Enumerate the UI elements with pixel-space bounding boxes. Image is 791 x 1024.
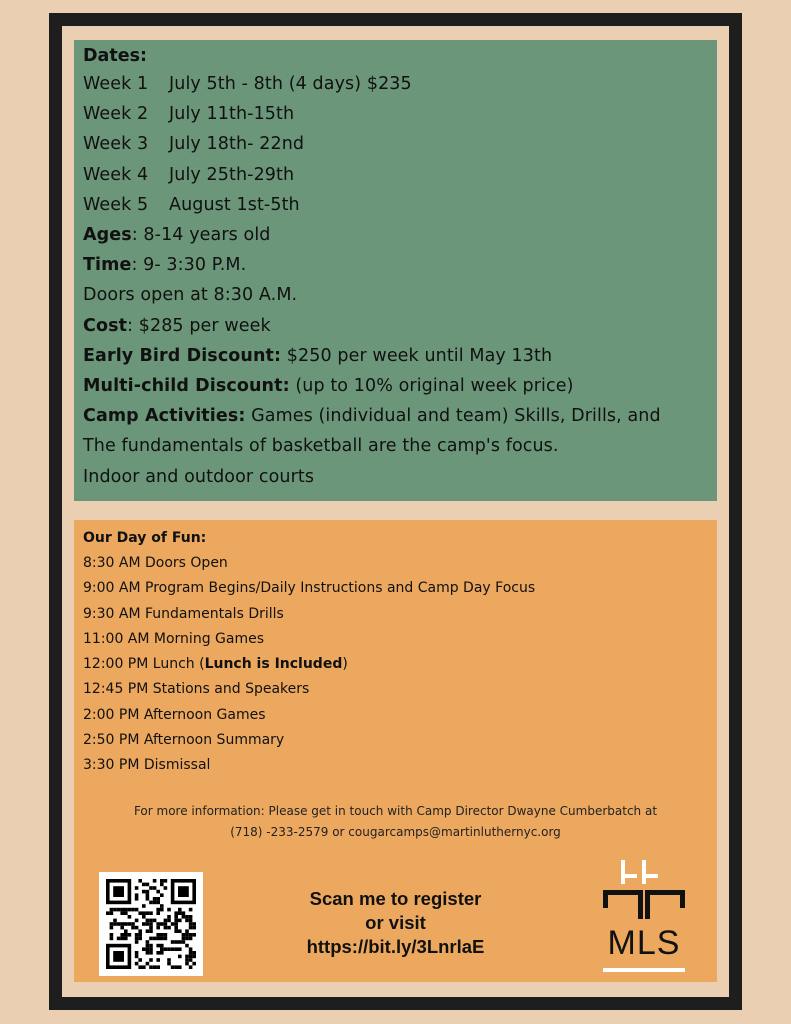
- schedule-item: 8:30 AM Doors Open: [83, 555, 228, 571]
- schedule-item: 12:45 PM Stations and Speakers: [83, 681, 310, 698]
- week-label: Week 3: [83, 134, 149, 155]
- week-dates: July 11th-15th: [169, 104, 295, 125]
- activities-line-2: The fundamentals of basketball are the camp's focus.: [83, 436, 559, 457]
- qr-code-icon: [99, 872, 203, 976]
- time-label: Time: [83, 255, 132, 276]
- week-1-row: [83, 69, 717, 99]
- register-line-1: Scan me to register: [309, 888, 482, 909]
- contact-line-1: For more information: Please get in touch with Camp Director Dwayne Cumberbatch at: [133, 804, 658, 818]
- week-dates: July 18th- 22nd: [169, 134, 305, 155]
- cost-row: [83, 311, 717, 341]
- register-link[interactable]: https://bit.ly/3LnrlaE: [306, 936, 485, 957]
- qr-code[interactable]: [99, 872, 203, 976]
- week-label: Week 2: [83, 104, 149, 125]
- schedule-item: 11:00 AM Morning Games: [83, 630, 265, 647]
- register-line-2: or visit: [365, 912, 426, 933]
- early-bird-row: [83, 341, 717, 371]
- early-bird-label: Early Bird Discount:: [83, 345, 282, 366]
- week-dates: July 25th-29th: [169, 164, 295, 185]
- activities-label: Camp Activities:: [83, 406, 246, 427]
- multi-child-label: Multi-child Discount:: [83, 376, 290, 397]
- schedule-item: 2:00 PM Afternoon Games: [83, 706, 266, 723]
- activities-row: [83, 401, 717, 431]
- week-label: Week 1: [83, 74, 149, 94]
- early-bird-value: $250 per week until May 13th: [281, 345, 553, 366]
- ages-row: [83, 220, 717, 250]
- schedule-title: Our Day of Fun:: [83, 530, 207, 546]
- multi-child-row: [83, 371, 717, 401]
- contact-info: [74, 801, 717, 843]
- schedule-item: 9:00 AM Program Begins/Daily Instructions and Camp Day Focus: [83, 580, 536, 597]
- cost-label: Cost: [83, 315, 128, 336]
- ages-label: Ages: [83, 225, 132, 246]
- week-label: Week 4: [83, 164, 149, 185]
- cost-value: : $285 per week: [127, 315, 271, 336]
- week-2-row: [83, 99, 717, 129]
- mls-logo: [601, 860, 687, 978]
- lunch-suffix: ): [342, 656, 348, 673]
- doors-open-text: Doors open at 8:30 A.M.: [83, 285, 298, 306]
- contact-line-2[interactable]: (718) -233-2579 or cougarcamps@martinluthernyc.org: [230, 825, 561, 839]
- week-label: Week 5: [83, 194, 149, 215]
- week-dates: August 1st-5th: [169, 194, 300, 215]
- multi-child-value: (up to 10% original week price): [289, 376, 574, 397]
- lunch-included-text: Lunch is Included: [204, 656, 343, 673]
- schedule-panel: [74, 520, 717, 982]
- schedule-item: 3:30 PM Dismissal: [83, 757, 211, 774]
- week-4-row: [83, 160, 717, 190]
- ages-value: : 8-14 years old: [131, 225, 271, 246]
- activities-value: Games (individual and team) Skills, Drills, and: [245, 406, 661, 427]
- register-text: [244, 887, 547, 959]
- activities-line-3: Indoor and outdoor courts: [83, 466, 315, 487]
- schedule-item-lunch: [83, 652, 535, 677]
- dates-heading: Dates:: [83, 46, 147, 66]
- week-dates: July 5th - 8th (4 days) $235: [169, 74, 412, 94]
- schedule-item: 9:30 AM Fundamentals Drills: [83, 605, 284, 622]
- camp-info-panel: [74, 40, 717, 501]
- mls-logo-text: MLS: [607, 924, 681, 962]
- week-5-row: [83, 190, 717, 220]
- lunch-prefix: 12:00 PM Lunch (: [83, 656, 205, 673]
- schedule-item: 2:50 PM Afternoon Summary: [83, 732, 285, 749]
- time-row: [83, 250, 717, 280]
- week-3-row: [83, 129, 717, 159]
- schedule-list: [83, 526, 535, 779]
- time-value: : 9- 3:30 P.M.: [131, 255, 247, 276]
